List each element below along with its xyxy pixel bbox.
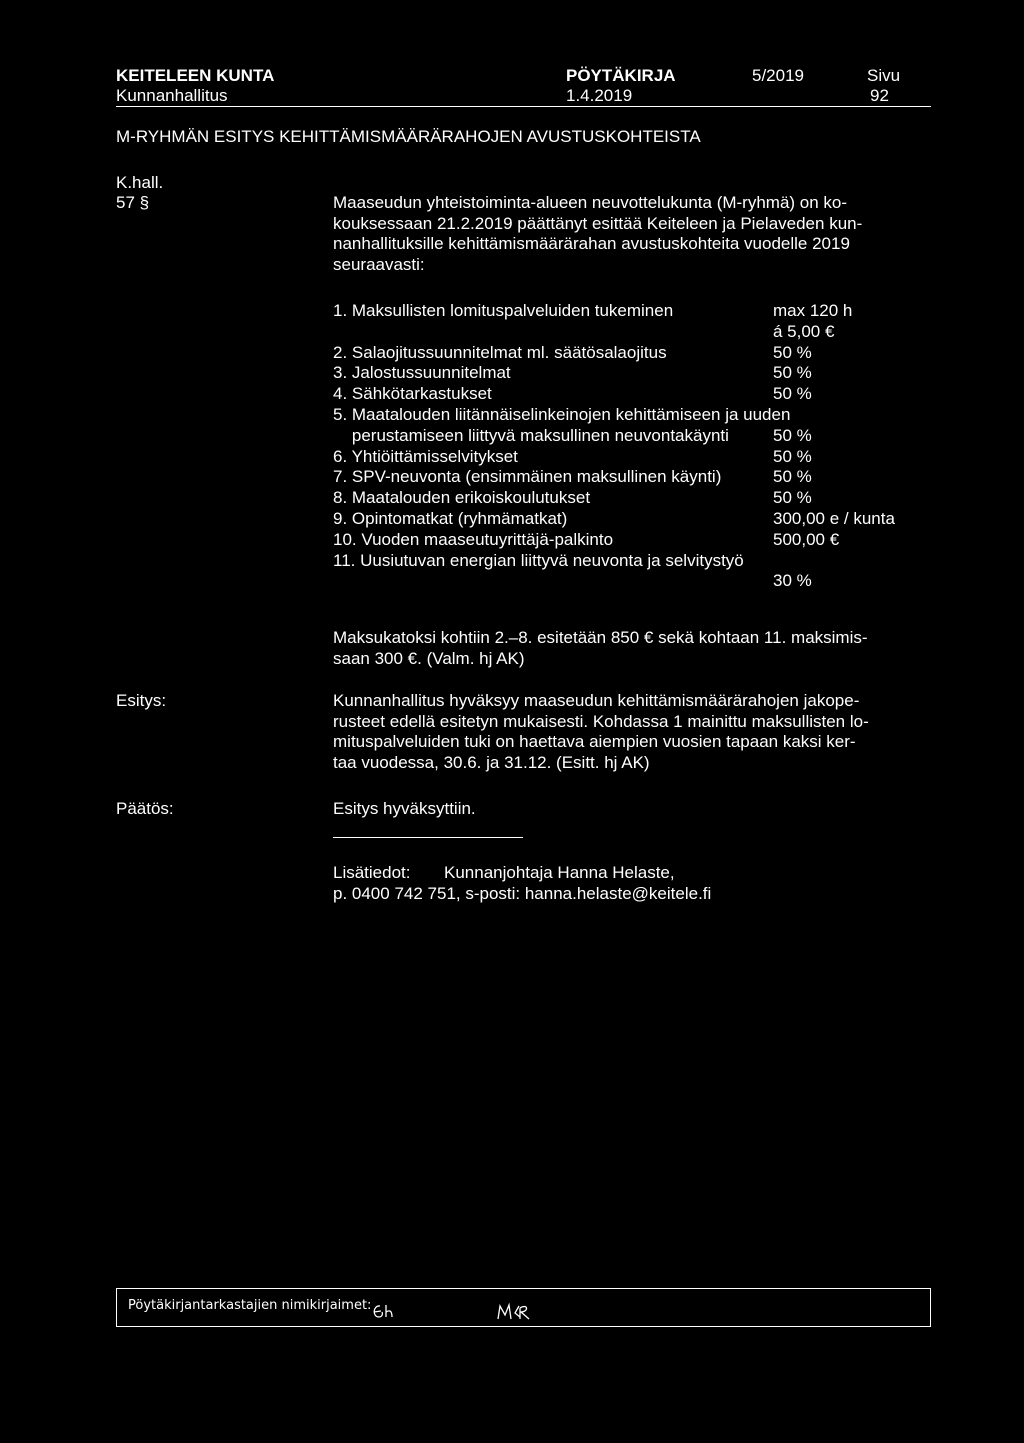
- list-item: [333, 447, 933, 468]
- proposal-label: Esitys:: [116, 691, 167, 710]
- municipality-name: KEITELEEN KUNTA: [116, 66, 275, 85]
- list-item: [333, 530, 933, 551]
- proposal-line: rusteet edellä esitetyn mukaisesti. Kohdassa 1 mainittu maksullisten lo-: [333, 711, 869, 731]
- item-value: 50 %: [773, 446, 812, 466]
- proposal-line: taa vuodessa, 30.6. ja 31.12. (Esitt. hj AK): [333, 752, 650, 772]
- intro-line: Maaseudun yhteistoiminta-alueen neuvottelukunta (M-ryhmä) on ko-: [333, 193, 848, 212]
- item-text: perustamiseen liittyvä maksullinen neuvontakäynti: [333, 425, 729, 445]
- list-item: [333, 571, 933, 592]
- section-title: M-RYHMÄN ESITYS KEHITTÄMISMÄÄRÄRAHOJEN AVUSTUSKOHTEISTA: [116, 127, 701, 146]
- subsidy-list: [333, 301, 933, 592]
- list-item: [333, 488, 933, 509]
- decision-text: Esitys hyväksyttiin.: [333, 799, 476, 818]
- list-item: [333, 467, 933, 488]
- list-item: [333, 405, 933, 426]
- item-value: 50 %: [773, 467, 812, 487]
- item-text: 6. Yhtiöittämisselvitykset: [333, 446, 518, 466]
- item-value: 500,00 €: [773, 529, 840, 549]
- list-item: [333, 384, 933, 405]
- intro-line: nanhallituksille kehittämismäärärahan avustuskohteita vuodelle 2019: [333, 234, 850, 254]
- list-item: [333, 551, 933, 572]
- item-value: max 120 h: [773, 301, 853, 320]
- item-value: á 5,00 €: [773, 321, 835, 341]
- contact-name: Kunnanjohtaja Hanna Helaste,: [444, 863, 675, 882]
- item-value: 50 %: [773, 384, 812, 404]
- document-number: 5/2019: [752, 66, 804, 85]
- document-type: PÖYTÄKIRJA: [566, 66, 676, 85]
- initials-label: Pöytäkirjantarkastajien nimikirjaimet:: [128, 1298, 372, 1313]
- list-item: [333, 343, 933, 364]
- paragraph-ref: 57 §: [116, 193, 150, 212]
- initials-signature-1: [370, 1302, 404, 1320]
- item-value: 50 %: [773, 342, 812, 362]
- list-item: [333, 301, 933, 322]
- intro-line: kouksessaan 21.2.2019 päättänyt esittää Keiteleen ja Pielaveden kun-: [333, 213, 863, 233]
- item-value: 50 %: [773, 488, 812, 508]
- intro-line: seuraavasti:: [333, 254, 425, 274]
- decision-divider: [333, 837, 523, 838]
- proposal-line: mituspalveluiden tuki on haettava aiempien vuosien tapaan kaksi ker-: [333, 732, 856, 752]
- list-item: [333, 426, 933, 447]
- list-item: [333, 322, 933, 343]
- note-line: Maksukatoksi kohtiin 2.–8. esitetään 850 € sekä kohtaan 11. maksimis-: [333, 628, 868, 647]
- proposal-line: Kunnanhallitus hyväksyy maaseudun kehittämismäärärahojen jakope-: [333, 691, 860, 710]
- item-text: 3. Jalostussuunnitelmat: [333, 363, 511, 383]
- item-text: 4. Sähkötarkastukset: [333, 384, 492, 404]
- item-text: 10. Vuoden maaseutuyrittäjä-palkinto: [333, 529, 614, 549]
- contact-label: Lisätiedot:: [333, 863, 411, 882]
- item-value: 300,00 e / kunta: [773, 508, 895, 528]
- item-text: 7. SPV-neuvonta (ensimmäinen maksullinen käynti): [333, 467, 722, 487]
- page-number: 92: [870, 86, 889, 105]
- item-text: 1. Maksullisten lomituspalveluiden tukeminen: [333, 301, 674, 320]
- initials-signature-2: [495, 1301, 559, 1323]
- cap-note: [333, 628, 868, 669]
- governing-body: Kunnanhallitus: [116, 86, 228, 105]
- organ-ref: K.hall.: [116, 173, 164, 192]
- item-text: 8. Maatalouden erikoiskoulutukset: [333, 488, 591, 508]
- item-value: 50 %: [773, 425, 812, 445]
- list-item: [333, 509, 933, 530]
- list-item: [333, 363, 933, 384]
- header-divider: [116, 106, 931, 107]
- intro-text: [333, 193, 862, 275]
- item-value: 50 %: [773, 363, 812, 383]
- decision-label: Päätös:: [116, 799, 174, 818]
- page-label: Sivu: [867, 66, 901, 85]
- item-value: 30 %: [773, 571, 812, 591]
- item-text: 2. Salaojitussuunnitelmat ml. säätösalaojitus: [333, 342, 667, 362]
- note-line: saan 300 €. (Valm. hj AK): [333, 648, 525, 668]
- initials-box: [116, 1288, 931, 1327]
- item-text: 9. Opintomatkat (ryhmämatkat): [333, 508, 568, 528]
- meeting-date: 1.4.2019: [566, 86, 633, 105]
- item-text: 5. Maatalouden liitännäiselinkeinojen kehittämiseen ja uuden: [333, 404, 791, 424]
- proposal-text: [333, 691, 869, 773]
- contact-details: p. 0400 742 751, s-posti: hanna.helaste@keitele.fi: [333, 884, 712, 903]
- item-text: 11. Uusiutuvan energian liittyvä neuvonta ja selvitystyö: [333, 550, 744, 570]
